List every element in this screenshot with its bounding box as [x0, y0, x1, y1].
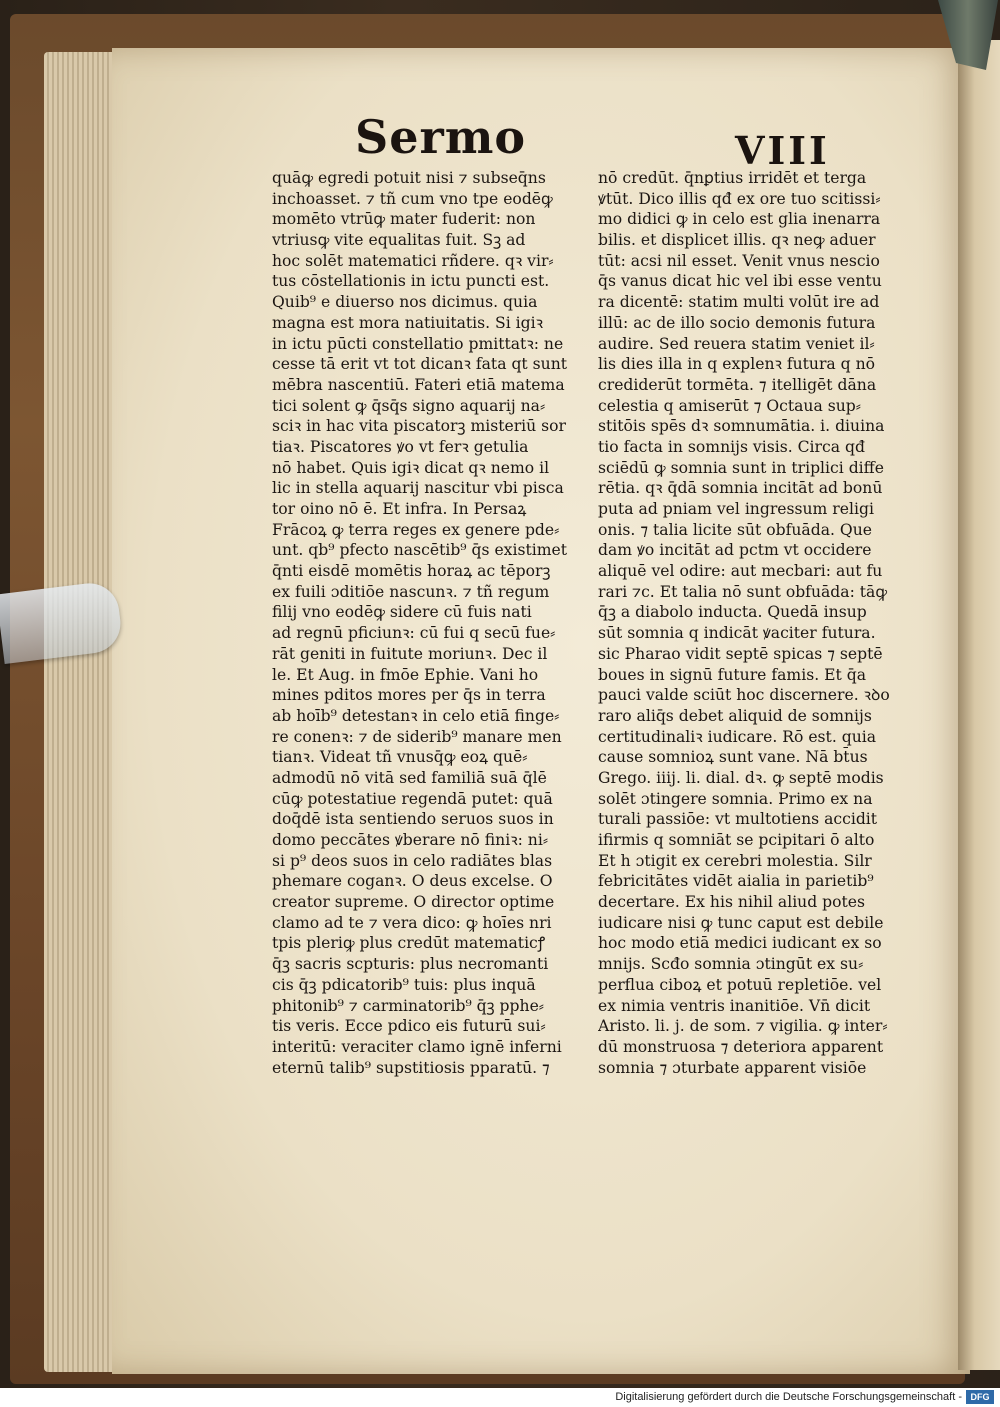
text-line: phemare coganꝛ. O deus excelse. O [272, 872, 553, 891]
text-line: certitudinaliꝛ iudicare. Rō est. quia [598, 727, 877, 746]
text-line: q̄nti eisdē momētis horaꝝ ac tēporꝫ [272, 562, 551, 581]
text-line: iudicare nisi ꝙ tunc caput est debile [598, 913, 884, 932]
text-line: ex nimia ventris inanitiōe. Vn̄ dicit [598, 996, 871, 1015]
text-line: onis. ⁊ talia licite sūt obfuāda. Que [598, 520, 872, 539]
text-line: Grego. iiij. li. dial. dꝛ. ꝙ septē modis [598, 768, 884, 787]
text-line: re conenꝛ: ⁊ de siderib⁹ manare men [272, 727, 562, 746]
text-line: sciēdū ꝙ somnia sunt in triplici diffe [598, 458, 884, 477]
text-line: tiaꝛ. Piscatores ꝟo vt ferꝛ getulia [272, 437, 529, 456]
text-line: sciꝛ in hac vita piscatorꝫ misteriū sor [272, 417, 566, 436]
facing-page-edge [958, 40, 1000, 1370]
text-line: febricitātes vidēt aialia in parietib⁹ [598, 872, 874, 891]
text-line: nō credūt. q̄nꝑtius irridēt et terga [598, 169, 867, 187]
text-line: phitonib⁹ ⁊ carminatorib⁹ q̄ꝫ pphe⸗ [272, 996, 544, 1015]
text-line: mēbra nascentiū. Fateri etiā matema [272, 375, 565, 394]
text-line: decertare. Ex his nihil aliud potes [598, 893, 866, 912]
text-line: rētia. qꝛ q̄dā somnia incitāt ad bonū [598, 479, 883, 498]
folio-numeral: VIII [735, 128, 830, 173]
text-line: clamo ad te ⁊ vera dico: ꝙ hoīes nri [272, 913, 552, 932]
text-line: audire. Sed reuera statim veniet il⸗ [598, 334, 875, 353]
text-line: rari ⁊c. Et talia nō sunt obfuāda: tāꝙ [598, 582, 888, 601]
text-line: bilis. et displicet illis. qꝛ neꝙ aduer [598, 231, 876, 250]
text-line: Frācoꝝ ꝙ terra reges ex genere pde⸗ [272, 520, 560, 539]
text-line: in ictu pūcti constellatio pmittatꝛ: ne [272, 334, 564, 353]
text-line: ad regnū pficiunꝛ: cū fui q secū fue⸗ [272, 624, 556, 643]
text-line: hoc modo etiā medici iudicant ex so [598, 934, 882, 953]
text-line: puta ad pniam vel ingressum religi [598, 500, 874, 518]
footer-credit: Digitalisierung gefördert durch die Deutsche Forschungsgemeinschaft - [615, 1391, 962, 1403]
text-line: mnijs. Scđo somnia ɔtingūt ex su⸗ [598, 955, 864, 974]
text-line: cis q̄ꝫ pdicatorib⁹ tuis: plus inquā [272, 975, 536, 994]
text-line: cesse tā erit vt tot dicanꝛ fata qt sunt [272, 355, 568, 374]
text-line: cause somnioꝝ sunt vane. Nā bt̄us [598, 748, 868, 767]
text-line: inchoasset. ⁊ tñ cum vno tpe eodēꝙ [272, 189, 553, 208]
text-line: unt. qb⁹ pfecto nascētib⁹ q̄s existimet [272, 541, 568, 560]
text-line: stitōis spēs dꝛ somnumātia. i. diuina [598, 417, 885, 436]
text-line: nō habet. Quis igiꝛ dicat qꝛ nemo il [272, 458, 550, 477]
text-line: Et h ɔtigit ex cerebri molestia. Silr [598, 851, 872, 870]
text-line: boues in signū future famis. Et q̄a [598, 665, 867, 684]
text-line: q̄s vanus dicat hic vel ibi esse ventu [598, 272, 882, 291]
text-line: lis dies illa in q explenꝛ futura q nō [598, 355, 876, 374]
text-line: domo peccātes ꝟberare nō finiꝛ: ni⸗ [272, 831, 549, 849]
text-line: ra dicentē: statim multi volūt ire ad [598, 293, 880, 312]
text-line: tio facta in somnijs visis. Circa qđ [598, 437, 865, 456]
text-line: hoc solēt matematici rñdere. qꝛ vir⸗ [272, 251, 554, 270]
text-line: momēto vtrūꝙ mater fuderit: non [272, 210, 536, 229]
running-head-title: Sermo [355, 110, 527, 164]
text-line: Aristo. li. j. de som. ⁊ vigilia. ꝙ inter⸗ [598, 1017, 888, 1036]
text-line: quāꝙ egredi potuit nisi ⁊ subseq̄ns [272, 169, 546, 187]
text-line: interitū: veraciter clamo ignē inferni [272, 1037, 562, 1056]
text-line: eternū talib⁹ supstitiosis pparatū. ⁊ [272, 1058, 550, 1077]
text-line: crediderūt tormēta. ⁊ itelligēt dāna [598, 375, 877, 394]
text-line: sic Pharao vidit septē spicas ⁊ septē [598, 644, 883, 663]
right-text-column [598, 168, 890, 1078]
dfg-logo: DFG [966, 1390, 994, 1404]
text-line: ꝟtūt. Dico illis qđ ex ore tuo scitissi⸗ [598, 189, 881, 208]
text-line: perflua ciboꝝ et potuū repletiōe. vel [598, 975, 882, 994]
text-line: tpis pleriꝙ plus credūt matematicꝭ [272, 934, 546, 953]
text-line: dam ꝟo incitāt ad pctm vt occidere [598, 541, 872, 560]
text-line: filij vno eodēꝙ sidere cū fuis nati [272, 603, 532, 622]
text-line: tus cōstellationis in ictu puncti est. [272, 272, 550, 291]
text-line: Quib⁹ e diuerso nos dicimus. quia [272, 293, 538, 312]
text-line: mines pditos mores per q̄s in terra [272, 686, 546, 705]
text-line: q̄ꝫ a diabolo inducta. Quedā insup [598, 603, 867, 622]
text-line: aliquē vel odire: aut mecbari: aut fu [598, 562, 883, 581]
text-line: doq̄dē ista sentiendo seruos suos in [272, 810, 554, 829]
text-line: celestia q amiserūt ⁊ Octaua sup⸗ [598, 396, 861, 415]
text-line: vtriusꝙ vite equalitas fuit. Sꝫ ad [272, 231, 526, 250]
text-line: le. Et Aug. in fmōe Ephie. Vani ho [272, 665, 539, 684]
text-line: creator supreme. O director optime [272, 893, 555, 912]
text-line: raro aliq̄s debet aliquid de somnijs [598, 706, 872, 725]
text-line: tor oino nō ē. Et infra. In Persaꝝ [272, 500, 527, 518]
text-line: tianꝛ. Videat tñ vnusq̄ꝙ eoꝝ quē⸗ [272, 748, 528, 767]
text-line: solēt ɔtingere somnia. Primo ex na [598, 789, 873, 808]
text-line: si p⁹ deos suos in celo radiātes blas [272, 851, 553, 870]
text-line: sūt somnia q indicāt ꝟaciter futura. [598, 624, 876, 643]
text-line: admodū nō vitā sed familiā suā q̄lē [272, 768, 547, 787]
text-line: dū monstruosa ⁊ deteriora apparent [598, 1037, 884, 1056]
text-line: cūꝙ potestatiue regendā putet: quā [272, 789, 553, 808]
text-line: pauci valde sciūt hoc discernere. ꝛꝺo [598, 686, 890, 705]
text-line: magna est mora natiuitatis. Si igiꝛ [272, 313, 544, 332]
text-line: rāt geniti in fuitute moriunꝛ. Dec il [272, 644, 548, 663]
text-line: ex fuili ɔditiōe nascunꝛ. ⁊ tñ regum [272, 582, 550, 601]
left-text-column [272, 168, 588, 1078]
text-line: ab hoīb⁹ detestanꝛ in celo etiā finge⸗ [272, 706, 560, 725]
text-line: tici solent ꝙ q̄sq̄s signo aquarij na⸗ [272, 396, 546, 415]
text-line: mo didici ꝙ in celo est glia inenarra [598, 210, 881, 229]
text-line: lic in stella aquarij nascitur vbi pisca [272, 479, 564, 498]
text-line: tūt: acsi nil esset. Venit vnus nescio [598, 251, 880, 270]
text-line: q̄ꝫ sacris scpturis: plus necromanti [272, 955, 549, 974]
text-line: turali passiōe: vt multotiens accidit [598, 810, 878, 829]
text-line: illū: ac de illo socio demonis futura [598, 313, 876, 332]
text-line: somnia ⁊ ɔturbate apparent visiōe [598, 1058, 867, 1077]
text-line: ifirmis q somniāt se pcipitari ō alto [598, 831, 875, 849]
text-line: tis veris. Ecce pdico eis futurū sui⸗ [272, 1017, 546, 1036]
